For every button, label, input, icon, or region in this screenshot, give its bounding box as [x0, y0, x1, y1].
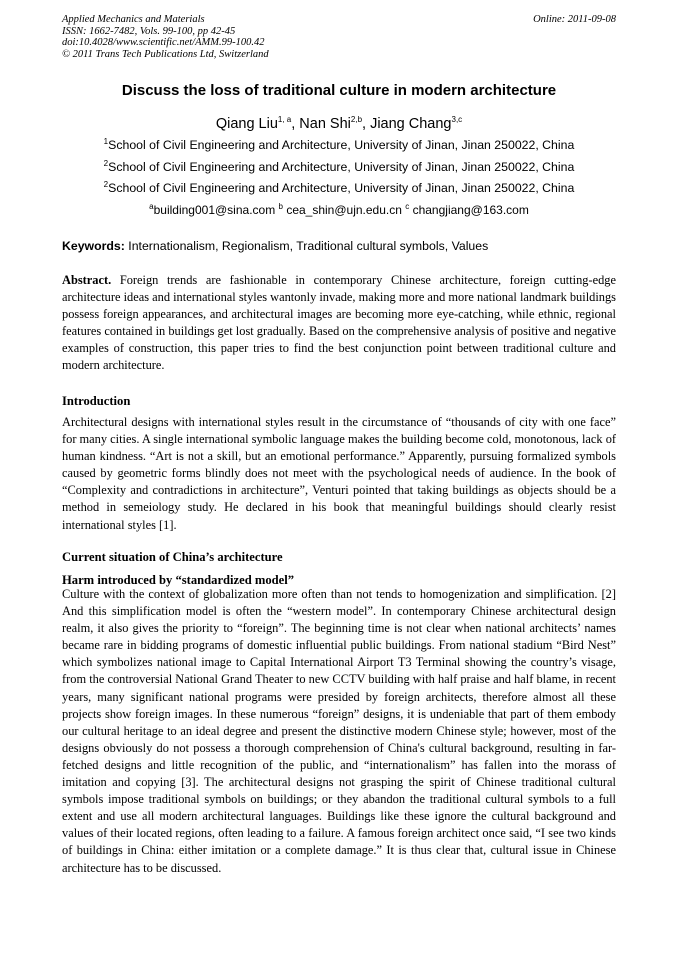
email-address: building001@sina.com: [153, 203, 279, 217]
author-superscript: 3,c: [451, 115, 463, 125]
author-separator: ,: [291, 116, 300, 132]
affiliation-text: School of Civil Engineering and Architecture, University of Jinan, Jinan 250022, China: [108, 160, 575, 174]
journal-copyright: © 2011 Trans Tech Publications Ltd, Switzerland: [62, 48, 269, 60]
affiliation-superscript: 2: [103, 179, 109, 189]
author-separator: ,: [362, 116, 371, 132]
author-name: Nan Shi: [299, 116, 351, 132]
affiliation-superscript: 1: [103, 136, 109, 146]
keywords-text: Internationalism, Regionalism, Traditional cultural symbols, Values: [124, 239, 489, 253]
author-name: Jiang Chang: [370, 116, 452, 132]
email-superscript: a: [149, 202, 154, 211]
abstract: [62, 272, 616, 375]
keywords-label: Keywords:: [62, 239, 125, 253]
affiliation-line: [62, 138, 616, 153]
affiliation-line: [62, 160, 616, 175]
author-name: Qiang Liu: [215, 116, 278, 132]
journal-doi: doi:10.4028/www.scientific.net/AMM.99-100.42: [62, 37, 265, 48]
author-line: [62, 115, 616, 133]
section-heading-introduction: Introduction: [62, 394, 131, 408]
email-superscript: b: [278, 202, 283, 211]
abstract-label: Abstract.: [62, 273, 112, 287]
introduction-paragraph: Architectural designs with international styles result in the circumstance of “thousands of city with one face” for many cities. A single international symbolic language makes the building become cold, monotonous, lack of human kindness. “Art is not a skill, but an emotional performance.” Apparently, pursuing formalized symbols caused by geometric forms blindly does not meet with the psychological needs of audience. In the book of “Complexity and contradictions in architecture”, Venturi pointed that taking buildings as objects should be a method in semeiology study. He declared in his book that meaningful buildings should clearly resist international styles [1].: [62, 415, 617, 532]
journal-header: [62, 14, 616, 60]
affiliation-text: School of Civil Engineering and Architecture, University of Jinan, Jinan 250022, China: [108, 181, 575, 195]
affiliation-text: School of Civil Engineering and Architecture, University of Jinan, Jinan 250022, China: [108, 138, 575, 152]
affiliation-line: [62, 181, 616, 196]
keywords: [62, 239, 616, 254]
journal-name: Applied Mechanics and Materials: [62, 14, 205, 25]
email-line: [62, 203, 616, 218]
current-situation-paragraph: Culture with the context of globalization more often than not tends to homogenization and simplification. [2] And this simplification model is often the “western model”. In contemporary Chinese architectural design realm, it also gives the priority to “foreign”. The beginning time is not clear when national architects’ names became rare in bidding programs of domestic influential public buildings. From national stadium “Bird Nest” which symbolizes national image to Capital International Airport T3 Terminal showing the country’s visage, from the controversial National Grand Theater to new CCTV building with half praise and half blame, in recent years, many significant national programs were presided by foreign architects, therefore almost all these projects show foreign images. In these numerous “foreign” designs, it is undeniable that part of them embody our cultural heritage to an ideal degree and present the distinctive modern Chinese style; however, most of the designs obviously do not possess a thorough comprehension of China's cultural background, resulting in far-fetched designs and little recognition of the public, and “internationalism” has fallen into the morass of imitation and copying [3]. The architectural designs not grasping the spirit of Chinese traditional cultural symbols impose traditional symbols on buildings; or they abandon the traditional cultural symbols to a full extent and use all modern architectural languages. Buildings like these ignore the cultural background and values of their located regions, often leading to a failure. A famous foreign architect once said, “I see two kinds of buildings in China: either imitation or a complete damage.” It is thus clear that, cultural issue in Chinese architecture has to be discussed.: [62, 587, 616, 875]
section-heading-current-situation: Current situation of China’s architecture: [62, 550, 283, 564]
online-date: Online: 2011-09-08: [533, 14, 616, 25]
journal-issn: ISSN: 1662-7482, Vols. 99-100, pp 42-45: [62, 25, 236, 37]
paper-title: Discuss the loss of traditional culture in modern architecture: [121, 82, 557, 99]
email-address: changjiang@163.com: [409, 203, 529, 217]
author-superscript: 1, a: [277, 115, 292, 125]
email-address: cea_shin@ujn.edu.cn: [282, 203, 406, 217]
subsection-heading-standardized-model: Harm introduced by “standardized model”: [62, 573, 295, 587]
author-superscript: 2,b: [350, 115, 363, 125]
email-superscript: c: [405, 202, 410, 211]
affiliation-superscript: 2: [103, 158, 109, 168]
abstract-text: Foreign trends are fashionable in contemporary Chinese architecture, foreign cutting-edge architecture ideas and international styles wantonly invade, making more and more national landmark buildings possess foreign appearances, and architectural images are becoming more eye-catching, while ethnic, regional features contained in buildings get lost gradually. Based on the comprehensive analysis of positive and negative examples of construction, this paper tries to find the best conjunction point between traditional culture and modern architecture.: [62, 273, 616, 373]
